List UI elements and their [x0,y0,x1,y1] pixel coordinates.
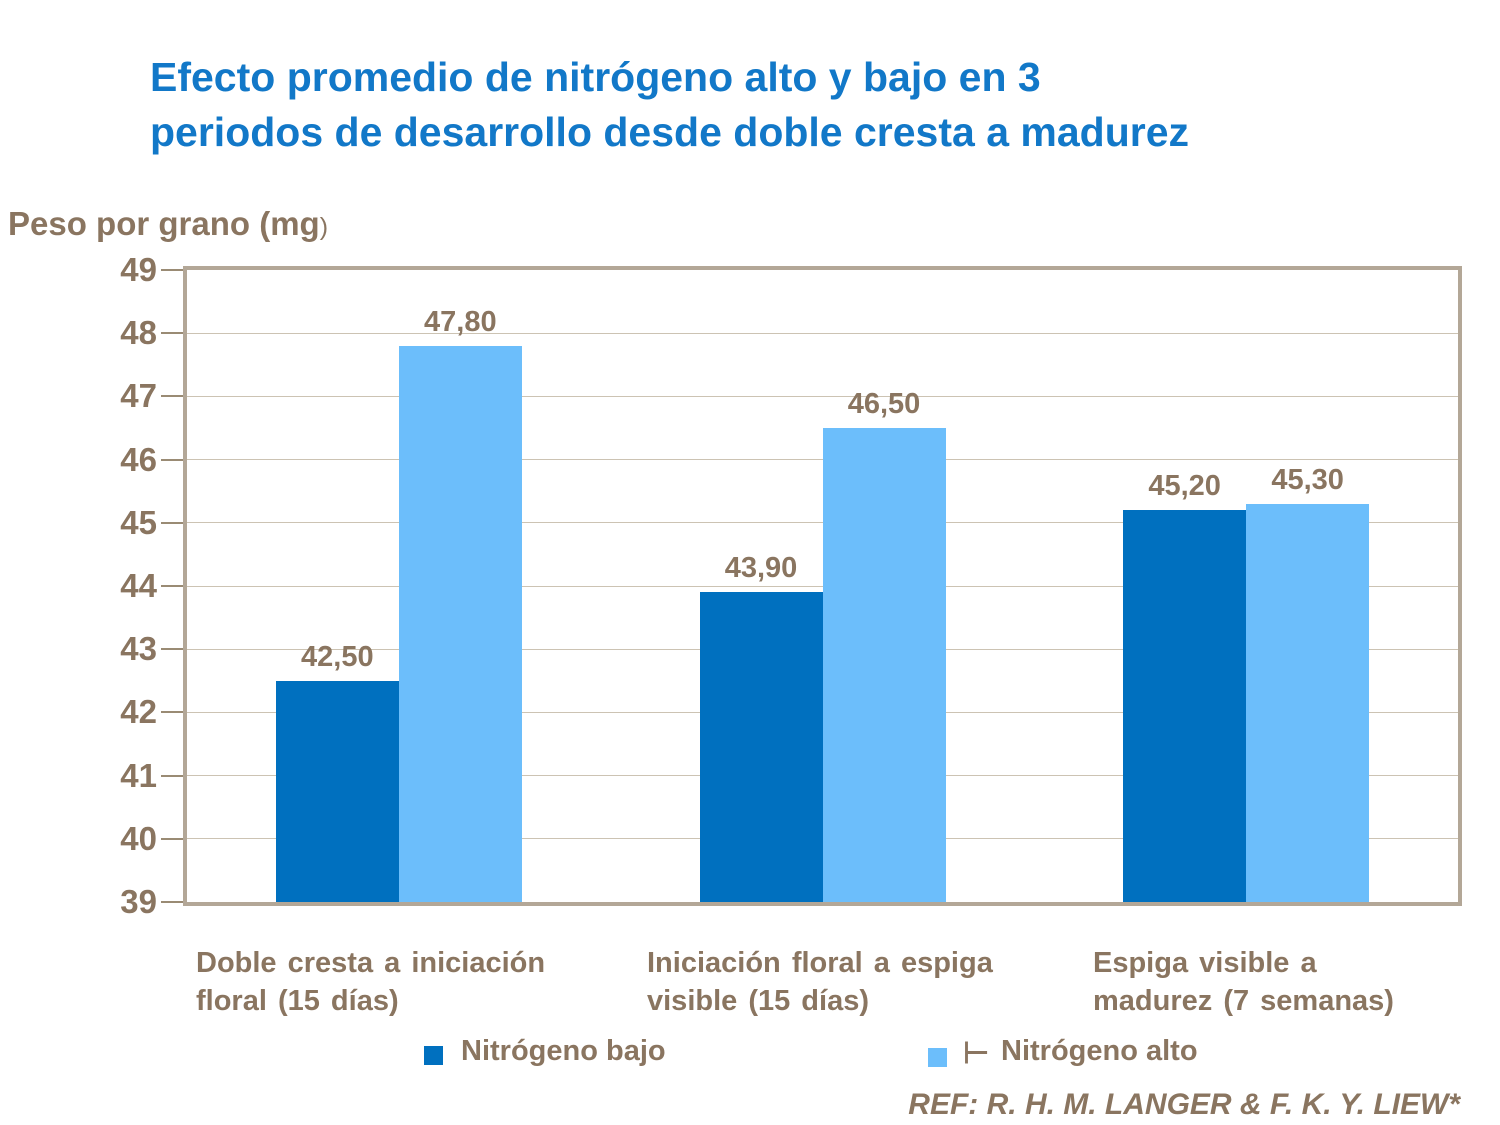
legend-label-nitrogeno-alto: Nitrógeno alto [1001,1035,1198,1067]
chart-title-line2: periodos de desarrollo desde doble cresta a madurez [150,109,1189,155]
y-tick-label-39: 39 [120,883,157,920]
legend-swatch-nitrogeno-alto [928,1048,947,1067]
x-category-label-1: Doble cresta a iniciación floral (15 días) [196,947,546,1017]
bar-nitrogeno-bajo-grupo-3 [1123,510,1246,902]
plot-area [183,266,1462,906]
y-tick-label-42: 42 [120,693,157,731]
bar-value-label: 45,20 [1148,470,1221,503]
legend-label-nitrogeno-bajo: Nitrógeno bajo [461,1035,666,1067]
y-tick-label-43: 43 [120,630,157,668]
bar-value-label: 46,50 [847,388,921,420]
bar-nitrogeno-alto-grupo-1 [399,346,522,902]
y-axis-title [8,205,328,243]
bar-value-label: 47,80 [424,305,497,338]
y-tick-label-47: 47 [120,377,157,415]
bar-nitrogeno-bajo-grupo-2 [700,592,823,902]
bar-value-label: 45,30 [1271,463,1344,496]
bar-value-label: 43,90 [724,552,798,585]
y-tick-label-48: 48 [120,314,157,352]
y-tick-label-44: 44 [120,567,157,604]
chart-title [150,50,1480,160]
y-tick-label-46: 46 [120,440,157,478]
bar-value-label: 42,50 [301,640,374,673]
chart-title-line1: Efecto promedio de nitrógeno alto y bajo en 3 [150,54,1041,100]
reference-text: REF: R. H. M. LANGER & F. K. Y. LIEW* [908,1088,1460,1121]
x-category-label-3: Espiga visible a madurez (7 semanas) [1093,947,1394,1017]
bar-nitrogeno-alto-grupo-2 [823,428,946,902]
y-tick-label-41: 41 [120,756,157,794]
legend-swatch-nitrogeno-bajo [424,1046,443,1065]
bar-nitrogeno-bajo-grupo-1 [276,681,399,902]
y-tick-label-49: 49 [120,251,157,288]
bar-nitrogeno-alto-grupo-3 [1246,504,1369,902]
y-tick-label-45: 45 [120,503,157,541]
legend-artifact-glyph: ⊢ [963,1037,990,1070]
x-category-label-2: Iniciación floral a espiga visible (15 días) [647,947,993,1017]
y-tick-label-40: 40 [120,819,157,857]
y-axis-title-text: Peso por grano (mg [8,205,320,242]
y-axis-title-paren: ) [319,213,329,241]
